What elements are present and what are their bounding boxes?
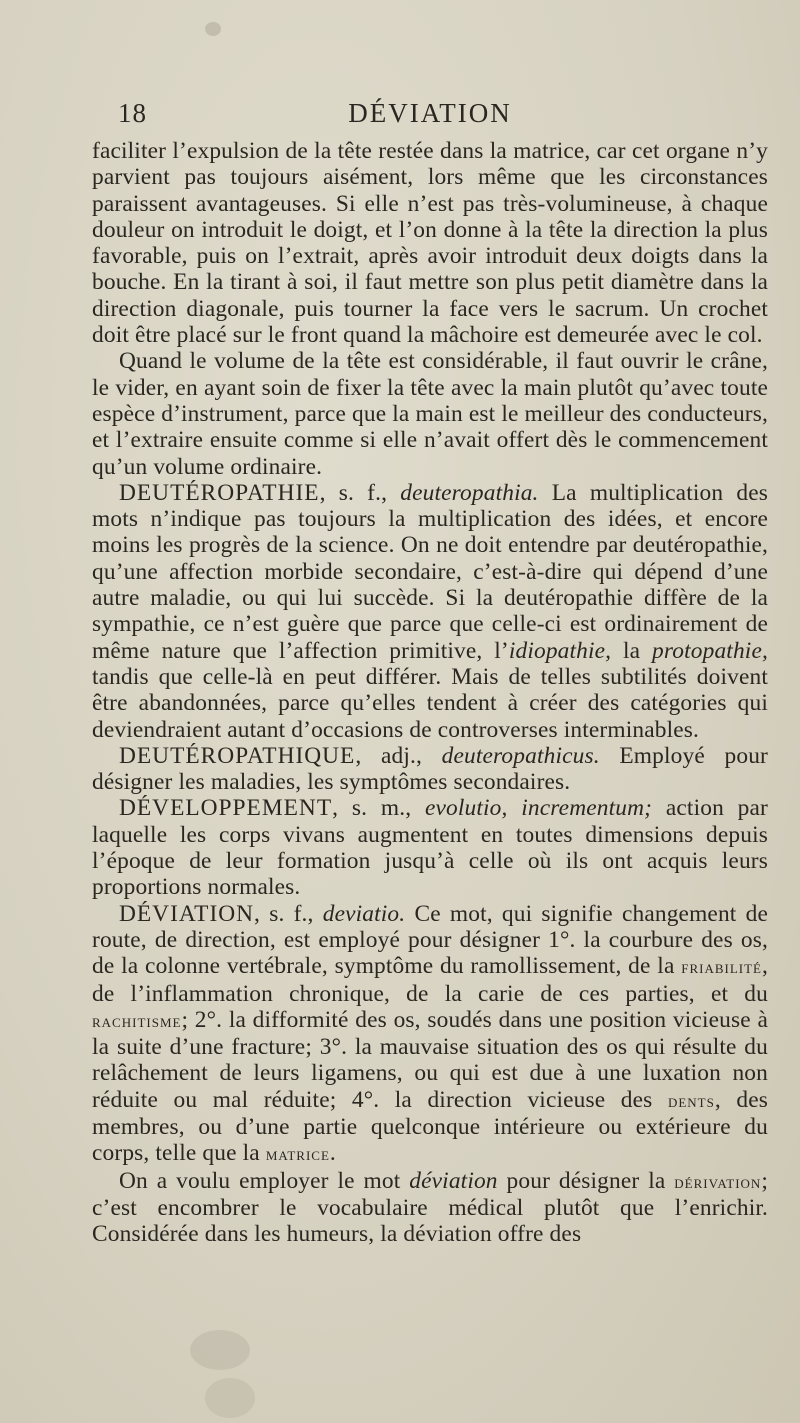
text-run: On a voulu employer le mot [119,1167,410,1194]
cross-reference: dents [667,1090,715,1111]
text-run: ; c’est encombrer le vocabulaire médical plutôt que l’enrichir. Considérée dans les humeurs, la déviation offre des [92,1167,768,1248]
italic-term: evolutio, incrementum; [424,795,653,822]
italic-term: idiopathie, [508,637,612,664]
text-run: La multiplication des mots n’indique pas toujours la multiplication des idées, et encore moins les progrès de la science. On ne doit entendre par deutéropathie, qu’une affection morbide secondaire, c’est-à-dire qui dépend d’une autre maladie, ou qui lui succède. Si la deutéropathie diffère de la sympathie, ce n’est guère que parce que celle-ci est ordinairement de même nature que l’affection primitive, l’ [92,479,768,664]
italic-term: deuteropathicus. [441,742,600,769]
text-run: la [611,637,653,664]
text-run: Employé pour désigner les maladies, les symptômes secondaires. [92,742,768,796]
dictionary-entry [92,901,768,1168]
entry-headword: DEUTÉROPATHIE [119,479,320,506]
paragraph-continuation [92,138,768,348]
paper-stain [190,1330,250,1370]
text-run: , des membres, ou d’une partie quelconque intérieure ou extérieure du corps, telle que la [92,1086,768,1167]
italic-term: déviation [409,1167,498,1194]
text-run: Ce mot, qui signifie changement de route, de direction, est employé pour désigner 1°. la courbure des os, de la colonne vertébrale, symptôme du ramollissement, de la [92,900,768,980]
text-run: faciliter l’expulsion de la tête restée dans la matrice, car cet organe n’y parvient pas toujours aisément, lors même que les circonstances paraissent avantageuses. Si elle n’est pas très-volumineuse, à chaque douleur on introduit le doigt, et l’on donne à la tête la direction la plus favorable, puis on l’extrait, après avoir introduit deux doigts dans la bouche. En la tirant à soi, il faut mettre son plus petit diamètre dans la direction diagonale, puis tourner la face vers le sacrum. Un crochet doit être placé sur le front quand la mâchoire est demeurée avec le col. [92,138,768,349]
entry-headword: DEUTÉROPATHIQUE [119,742,356,769]
dictionary-entry [92,480,768,743]
cross-reference: matrice [265,1144,330,1165]
text-run: ; 2°. la difformité des os, soudés dans une position vicieuse à la suite d’une fracture; 3°. la mauvaise situation des os qui résulte du relâchement de leurs ligamens, ou qui est due à une luxation non réduite ou mal réduite; 4°. la direction vicieuse des [92,1006,768,1113]
cross-reference: rachitisme [92,1010,182,1031]
text-run: action par laquelle les corps vivans augmentent en toutes dimensions depuis l’époque de leur formation jusqu’à celle où ils ont acquis leurs proportions normales. [92,795,768,901]
cross-reference: dérivation [674,1171,762,1192]
entry-headword: DÉVIATION [119,900,255,927]
cross-reference: friabilité [681,957,762,978]
page-header [92,98,768,138]
italic-term: deviatio. [322,900,406,927]
text-run: , s. f., [254,900,323,927]
dictionary-entry [92,795,768,900]
dictionary-entry [92,1168,768,1248]
italic-term: deuteropathia. [400,479,539,506]
dictionary-entry [92,348,768,479]
text-run: pour désigner la [497,1167,675,1194]
text-run: . [329,1140,336,1167]
running-head: DÉVIATION [348,98,512,128]
text-run: , s. f., [319,479,401,506]
dictionary-entry [92,743,768,796]
text-run: Quand le volume de la tête est considérable, il faut ouvrir le crâne, le vider, en ayant soin de fixer la tête avec la main plutôt qu’avec toute espèce d’instrument, parce que la main est le meilleur des conducteurs, et l’extraire ensuite comme si elle n’avait offert dès le commencement qu’un volume ordinaire. [92,348,768,480]
page-body [92,138,768,1247]
text-run: , s. m., [332,795,425,822]
book-page [92,98,768,1247]
entry-headword: DÉVELOPPEMENT [119,795,333,822]
italic-term: protopathie, [652,637,768,664]
text-run: tandis que celle-là en peut différer. Mais de telles subtilités doivent être abandonnées, parce qu’elles tendent à créer des catégories qui deviendraient autant d’occasions de controverses interminables. [92,663,768,743]
text-run: , de l’inflammation chronique, de la carie de ces parties, et du [92,953,768,1007]
text-run: , adj., [355,742,442,769]
page-number: 18 [118,98,147,128]
paper-stain [205,22,221,36]
paper-stain [205,1378,255,1418]
